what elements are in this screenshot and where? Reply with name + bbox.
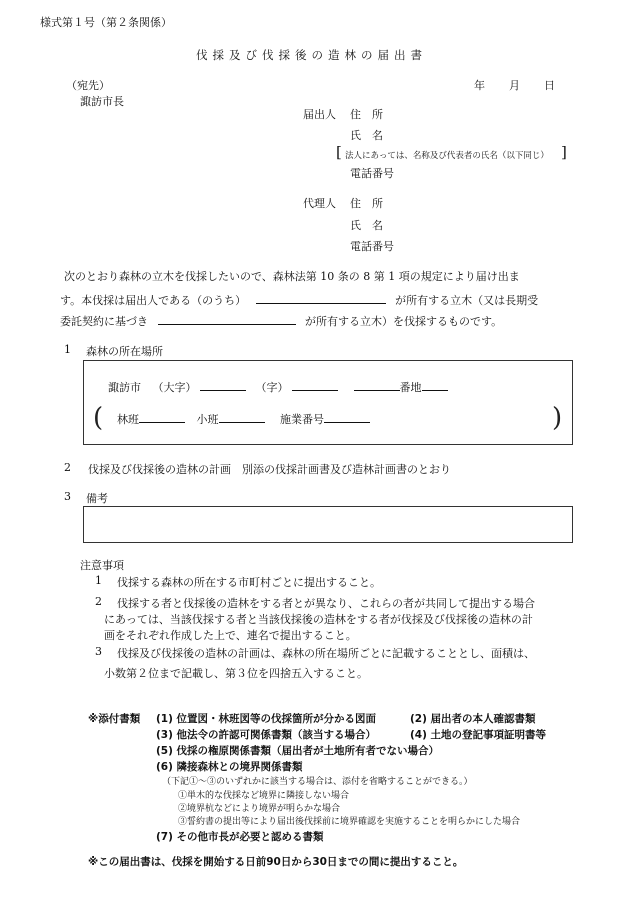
agent-phone-label: 電話番号	[350, 240, 394, 253]
date-month-label: 月	[509, 79, 520, 92]
form-number: 様式第１号（第２条関係）	[40, 16, 172, 29]
intro-line-3b: が所有する立木）を伐採するものです。	[305, 315, 503, 328]
shohan-blank	[219, 410, 265, 423]
agent-role: 代理人	[303, 197, 336, 210]
location-line-1	[108, 378, 448, 395]
agent-address-label: 住 所	[350, 197, 383, 210]
attachment-2: (2) 届出者の本人確認書類	[410, 713, 536, 725]
attachment-5: (5) 伐採の権原関係書類（届出者が土地所有者でない場合）	[156, 745, 440, 757]
note-2-line-2: にあっては、当該伐採する者と当該伐採後の造林をする者が伐採及び伐採後の造林の計	[104, 613, 533, 626]
remarks-box	[83, 506, 573, 543]
section-3-heading: 備考	[86, 492, 108, 505]
attachment-6-reason-3: ③誓約書の提出等により届出後伐採前に境界確認を実施することを明らかにした場合	[178, 817, 521, 827]
attachment-4: (4) 土地の登記事項証明書等	[410, 729, 547, 741]
date-year-label: 年	[474, 79, 485, 92]
note-3-line-1: 伐採及び伐採後の造林の計画は、森林の所在場所ごとに記載することとし、面積は、	[117, 647, 535, 660]
owner-blank	[256, 291, 386, 304]
oaza-label: （大字）	[152, 381, 197, 394]
rinpan-blank	[139, 410, 185, 423]
oaza-blank	[200, 378, 246, 391]
addressee-label: （宛先）	[66, 79, 110, 92]
section-1-number: 1	[64, 343, 71, 356]
aza-label: （字）	[255, 381, 289, 394]
intro-line-2a: す。本伐採は届出人である（のうち）	[60, 294, 247, 307]
notifier-role: 届出人	[303, 108, 336, 121]
note-2-line-1: 伐採する者と伐採後の造林をする者とが異なり、これらの者が共同して提出する場合	[117, 597, 535, 610]
aza-blank	[292, 378, 338, 391]
section-2-text: 伐採及び伐採後の造林の計画 別添の伐採計画書及び造林計画書のとおり	[88, 463, 451, 476]
agent-name-label: 氏 名	[350, 219, 383, 232]
notifier-address-label: 住 所	[350, 108, 383, 121]
corp-note-close-bracket: ]	[561, 143, 567, 161]
submission-deadline-note: ※この届出書は、伐採を開始する日前90日から30日までの間に提出すること。	[88, 856, 464, 868]
note-3-number: 3	[95, 645, 102, 658]
attachment-1: (1) 位置図・林班図等の伐採箇所が分かる図面	[156, 713, 377, 725]
date-day-label: 日	[544, 79, 555, 92]
location-close-bracket: )	[552, 403, 563, 433]
attachment-6-note: （下記①～③のいずれかに該当する場合は、添付を省略することができる。）	[162, 777, 473, 787]
attachments-label: ※添付書類	[88, 713, 141, 725]
contract-owner-blank	[158, 312, 296, 325]
intro-line-2	[60, 291, 538, 310]
note-2-line-3: 画をそれぞれ作成した上で、連名で提出すること。	[104, 629, 357, 642]
attachment-7: (7) その他市長が必要と認める書類	[156, 831, 324, 843]
location-line-2	[117, 410, 370, 427]
notifier-name-label: 氏 名	[350, 129, 383, 142]
location-open-bracket: (	[93, 403, 104, 433]
corp-note-open-bracket: [	[336, 143, 342, 161]
intro-line-3	[60, 312, 502, 331]
intro-line-2b: が所有する立木（又は長期受	[395, 294, 539, 307]
sekyo-label: 施業番号	[280, 413, 324, 426]
intro-line-1: 次のとおり森林の立木を伐採したいので、森林法第 10 条の 8 第 1 項の規定により届け出ま	[64, 270, 520, 283]
notes-heading: 注意事項	[80, 559, 124, 572]
notifier-phone-label: 電話番号	[350, 167, 394, 180]
note-1-number: 1	[95, 574, 102, 587]
note-3-line-2: 小数第２位まで記載し、第３位を四捨五入すること。	[104, 667, 368, 680]
sekyo-blank	[324, 410, 370, 423]
city-label: 諏訪市	[108, 381, 141, 394]
attachment-3: (3) 他法令の許認可関係書類（該当する場合）	[156, 729, 377, 741]
attachment-6-reason-2: ②境界杭などにより境界が明らかな場合	[178, 804, 341, 814]
banchi-blank	[354, 378, 400, 391]
shohan-label: 小班	[196, 413, 219, 426]
rinpan-label: 林班	[117, 413, 139, 426]
corp-note: 法人にあっては、名称及び代表者の氏名（以下同じ）	[345, 151, 549, 161]
page-title: 伐採及び伐採後の造林の届出書	[196, 48, 427, 62]
intro-line-3a: 委託契約に基づき	[60, 315, 148, 328]
section-1-heading: 森林の所在場所	[86, 345, 163, 358]
note-1-text: 伐採する森林の所在する市町村ごとに提出すること。	[117, 576, 381, 589]
section-2-number: 2	[64, 461, 71, 474]
banchi-trailing-blank	[422, 378, 448, 391]
note-2-number: 2	[95, 595, 102, 608]
banchi-label: 番地	[399, 381, 422, 394]
attachment-6-reason-1: ①単木的な伐採など境界に隣接しない場合	[178, 791, 350, 801]
section-3-number: 3	[64, 490, 71, 503]
forest-location-box	[83, 360, 573, 445]
attachment-6: (6) 隣接森林との境界関係書類	[156, 761, 303, 773]
addressee-name: 諏訪市長	[80, 95, 124, 108]
